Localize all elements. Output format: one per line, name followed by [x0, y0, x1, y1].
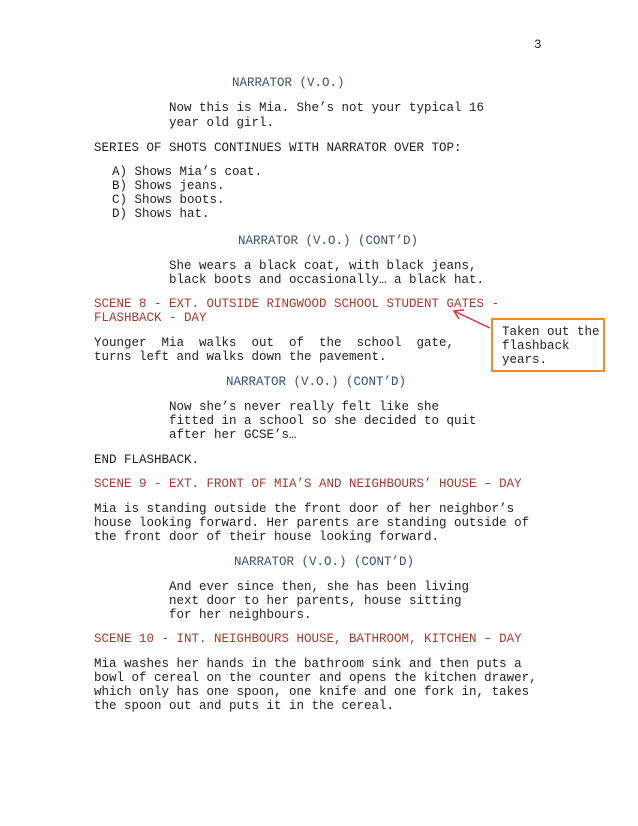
dialogue-line: for her neighbours.: [169, 608, 312, 622]
annotation-text: Taken out the: [502, 325, 600, 339]
page-number: 3: [534, 38, 542, 52]
dialogue-line: fitted in a school so she decided to quit: [169, 414, 477, 428]
character-name: NARRATOR (V.O.) (CONT’D): [238, 234, 419, 248]
dialogue-line: after her GCSE’s…: [169, 428, 297, 442]
character-name: NARRATOR (V.O.) (CONT’D): [226, 375, 407, 389]
action-line: SERIES OF SHOTS CONTINUES WITH NARRATOR OVER TOP:: [94, 141, 462, 155]
action-line: the spoon out and puts it in the cereal.: [94, 699, 395, 713]
dialogue-line: black boots and occasionally… a black hat.: [169, 273, 485, 287]
action-line: which only has one spoon, one knife and one fork in, takes: [94, 685, 530, 699]
scene-heading: FLASHBACK - DAY: [94, 311, 207, 325]
dialogue-line: She wears a black coat, with black jeans,: [169, 259, 477, 273]
scene-heading: SCENE 8 - EXT. OUTSIDE RINGWOOD SCHOOL STUDENT GATES -: [94, 297, 500, 311]
character-name: NARRATOR (V.O.): [232, 76, 345, 90]
action-line: Mia is standing outside the front door of her neighbor’s: [94, 502, 515, 516]
annotation-text: flashback: [502, 339, 570, 353]
action-line: turns left and walks down the pavement.: [94, 350, 387, 364]
action-line: Mia washes her hands in the bathroom sink and then puts a: [94, 657, 522, 671]
dialogue-line: Now she’s never really felt like she: [169, 400, 440, 414]
list-item: D) Shows hat.: [112, 207, 210, 221]
dialogue-line: Now this is Mia. She’s not your typical 16: [169, 101, 485, 115]
action-line: END FLASHBACK.: [94, 453, 200, 467]
action-line: the front door of their house looking forward.: [94, 530, 440, 544]
dialogue-line: And ever since then, she has been living: [169, 580, 470, 594]
annotation-text: years.: [502, 353, 548, 367]
dialogue-line: year old girl.: [169, 116, 275, 130]
action-line: Younger Mia walks out of the school gate,: [94, 336, 455, 350]
action-line: bowl of cereal on the counter and opens the kitchen drawer,: [94, 671, 537, 685]
list-item: C) Shows boots.: [112, 193, 225, 207]
dialogue-line: next door to her parents, house sitting: [169, 594, 462, 608]
scene-heading: SCENE 9 - EXT. FRONT OF MIA’S AND NEIGHBOURS’ HOUSE – DAY: [94, 477, 522, 491]
annotation-comment-box: [491, 318, 605, 372]
list-item: A) Shows Mia’s coat.: [112, 165, 263, 179]
action-line: house looking forward. Her parents are standing outside of: [94, 516, 530, 530]
character-name: NARRATOR (V.O.) (CONT’D): [234, 555, 415, 569]
scene-heading: SCENE 10 - INT. NEIGHBOURS HOUSE, BATHROOM, KITCHEN – DAY: [94, 632, 522, 646]
list-item: B) Shows jeans.: [112, 179, 225, 193]
